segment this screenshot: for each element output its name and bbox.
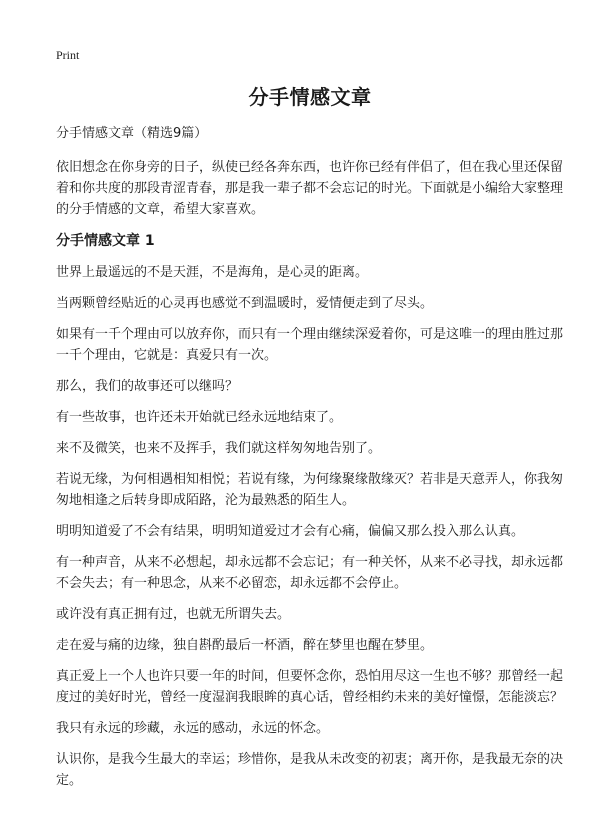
paragraph: 世界上最遥远的不是天涯，不是海角，是心灵的距离。 [56,265,369,280]
paragraph: 如果有一千个理由可以放弃你，而只有一个理由继续深爱着你，可是这唯一的理由胜过那一千个理由，它就是：真爱只有一次。 [56,327,564,363]
print-link[interactable]: Print [56,48,80,62]
paragraph: 明明知道爱了不会有结果，明明知道爱过才会有心痛，偏偏又那么投入那么认真。 [56,524,525,539]
paragraph: 有一些故事，也许还未开始就已经永远地结束了。 [56,410,343,425]
paragraph: 那么，我们的故事还可以继吗？ [56,379,239,394]
section-heading: 分手情感文章 1 [56,233,155,249]
paragraph: 走在爱与痛的边缘，独自斟酌最后一杯酒，醉在梦里也醒在梦里。 [56,638,434,653]
paragraph: 当两颗曾经贴近的心灵再也感觉不到温暖时，爱情便走到了尽头。 [56,296,434,311]
document-title: 分手情感文章 [248,85,372,109]
paragraph: 有一种声音，从来不必想起，却永远都不会忘记；有一种关怀，从来不必寻找，却永远都不会失去；有一种思念，从来不必留恋，却永远都不会停止。 [56,555,564,591]
paragraph: 认识你，是我今生最大的幸运；珍惜你，是我从未改变的初衷；离开你，是我最无奈的决定。 [56,752,564,788]
paragraph: 或许没有真正拥有过，也就无所谓失去。 [56,607,291,622]
paragraph: 我只有永远的珍藏，永远的感动，永远的怀念。 [56,721,330,736]
paragraph: 真正爱上一个人也许只要一年的时间，但要怀念你，恐怕用尽这一生也不够？那曾经一起度过的美好时光，曾经一度湿润我眼眸的真心话，曾经相约未来的美好憧憬，怎能淡忘？ [56,669,564,705]
intro-paragraph: 依旧想念在你身旁的日子，纵使已经各奔东西，也许你已经有伴侣了，但在我心里还保留着和你共度的那段青涩青春，那是我一辈子都不会忘记的时光。下面就是小编给大家整理的分手情感的文章，希望大家喜欢。 [56,160,564,217]
paragraph: 若说无缘，为何相遇相知相悦；若说有缘，为何缘聚缘散缘灭？若非是天意弄人，你我匆匆地相逢之后转身即成陌路，沦为最熟悉的陌生人。 [56,472,564,508]
paragraph: 来不及微笑，也来不及挥手，我们就这样匆匆地告别了。 [56,441,382,456]
document-subtitle: 分手情感文章（精选9篇） [56,126,208,141]
